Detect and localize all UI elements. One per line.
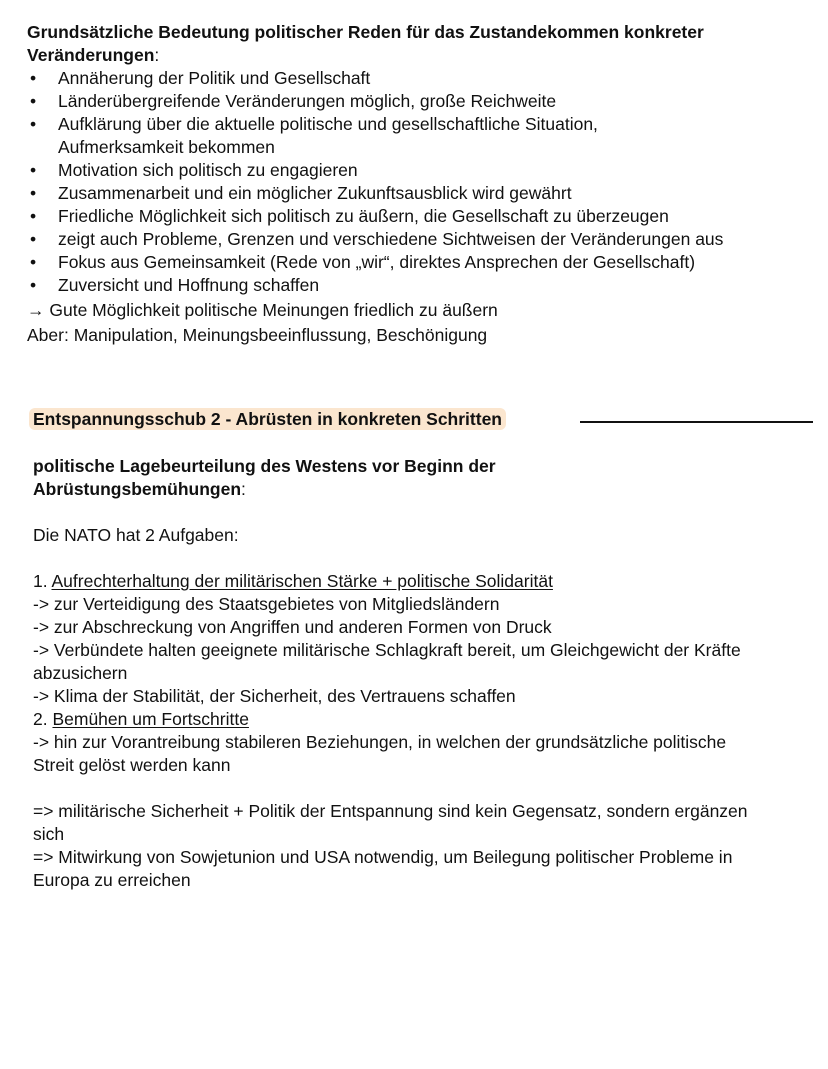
bullet-list bbox=[27, 67, 817, 297]
heading-text: Grundsätzliche Bedeutung politischer Reden für das Zustandekommen konkreter Veränderungen bbox=[27, 22, 704, 65]
task-point: -> zur Abschreckung von Angriffen und anderen Formen von Druck bbox=[33, 617, 552, 637]
block-heading bbox=[27, 21, 817, 67]
list-item: • Friedliche Möglichkeit sich politisch zu äußern, die Gesellschaft zu überzeugen bbox=[27, 205, 817, 228]
conclusion-line: => militärische Sicherheit + Politik der Entspannung sind kein Gegensatz, sondern ergänzen sich bbox=[33, 801, 748, 844]
subheading-colon: : bbox=[241, 479, 246, 499]
list-item: • Motivation sich politisch zu engagieren bbox=[27, 159, 817, 182]
section-title bbox=[33, 408, 813, 431]
list-item: • zeigt auch Probleme, Grenzen und verschiedene Sichtweisen der Veränderungen aus bbox=[27, 228, 817, 251]
intro-text: Die NATO hat 2 Aufgaben: bbox=[33, 525, 239, 545]
list-item: • Aufklärung über die aktuelle politische und gesellschaftliche Situation, Aufmerksamkeit bekommen bbox=[27, 113, 817, 159]
conclusion-line: => Mitwirkung von Sowjetunion und USA notwendig, um Beilegung politischer Probleme in Europa zu erreichen bbox=[33, 847, 733, 890]
task-number: 2. bbox=[33, 709, 53, 729]
list-item: • Fokus aus Gemeinsamkeit (Rede von „wir“, direktes Ansprechen der Gesellschaft) bbox=[27, 251, 817, 274]
task-point: -> hin zur Vorantreibung stabileren Beziehungen, in welchen der grundsätzliche politische Streit gelöst werden kann bbox=[33, 732, 727, 775]
task-point: -> zur Verteidigung des Staatsgebietes von Mitgliedsländern bbox=[33, 594, 500, 614]
task-title: Bemühen um Fortschritte bbox=[52, 709, 249, 729]
conclusion-line: → Gute Möglichkeit politische Meinungen friedlich zu äußern bbox=[27, 300, 498, 320]
heading-colon: : bbox=[154, 45, 160, 65]
subheading bbox=[33, 455, 813, 501]
section-title-text: Entspannungsschub 2 - Abrüsten in konkreten Schritten bbox=[29, 408, 506, 430]
task-number: 1. bbox=[33, 571, 52, 591]
task-point: -> Verbündete halten geeignete militärische Schlagkraft bereit, um Gleichgewicht der Kräfte abzusichern bbox=[33, 640, 741, 683]
list-item: • Annäherung der Politik und Gesellschaft bbox=[27, 67, 817, 90]
list-item: • Zusammenarbeit und ein möglicher Zukunftsausblick wird gewährt bbox=[27, 182, 817, 205]
list-item: • Zuversicht und Hoffnung schaffen bbox=[27, 274, 817, 297]
nato-block bbox=[33, 455, 813, 892]
subheading-text: politische Lagebeurteilung des Westens vor Beginn der Abrüstungsbemühungen bbox=[33, 456, 496, 499]
section-divider bbox=[580, 421, 813, 423]
caveat-line: Aber: Manipulation, Meinungsbeeinflussung, Beschönigung bbox=[27, 325, 488, 345]
task-title: Aufrechterhaltung der militärischen Stärke + politische Solidarität bbox=[51, 571, 553, 591]
task-2 bbox=[33, 708, 813, 731]
task-point: -> Klima der Stabilität, der Sicherheit, des Vertrauens schaffen bbox=[33, 686, 516, 706]
list-item: • Länderübergreifende Veränderungen möglich, große Reichweite bbox=[27, 90, 817, 113]
task-1 bbox=[33, 570, 813, 593]
speech-significance-block bbox=[27, 21, 817, 347]
